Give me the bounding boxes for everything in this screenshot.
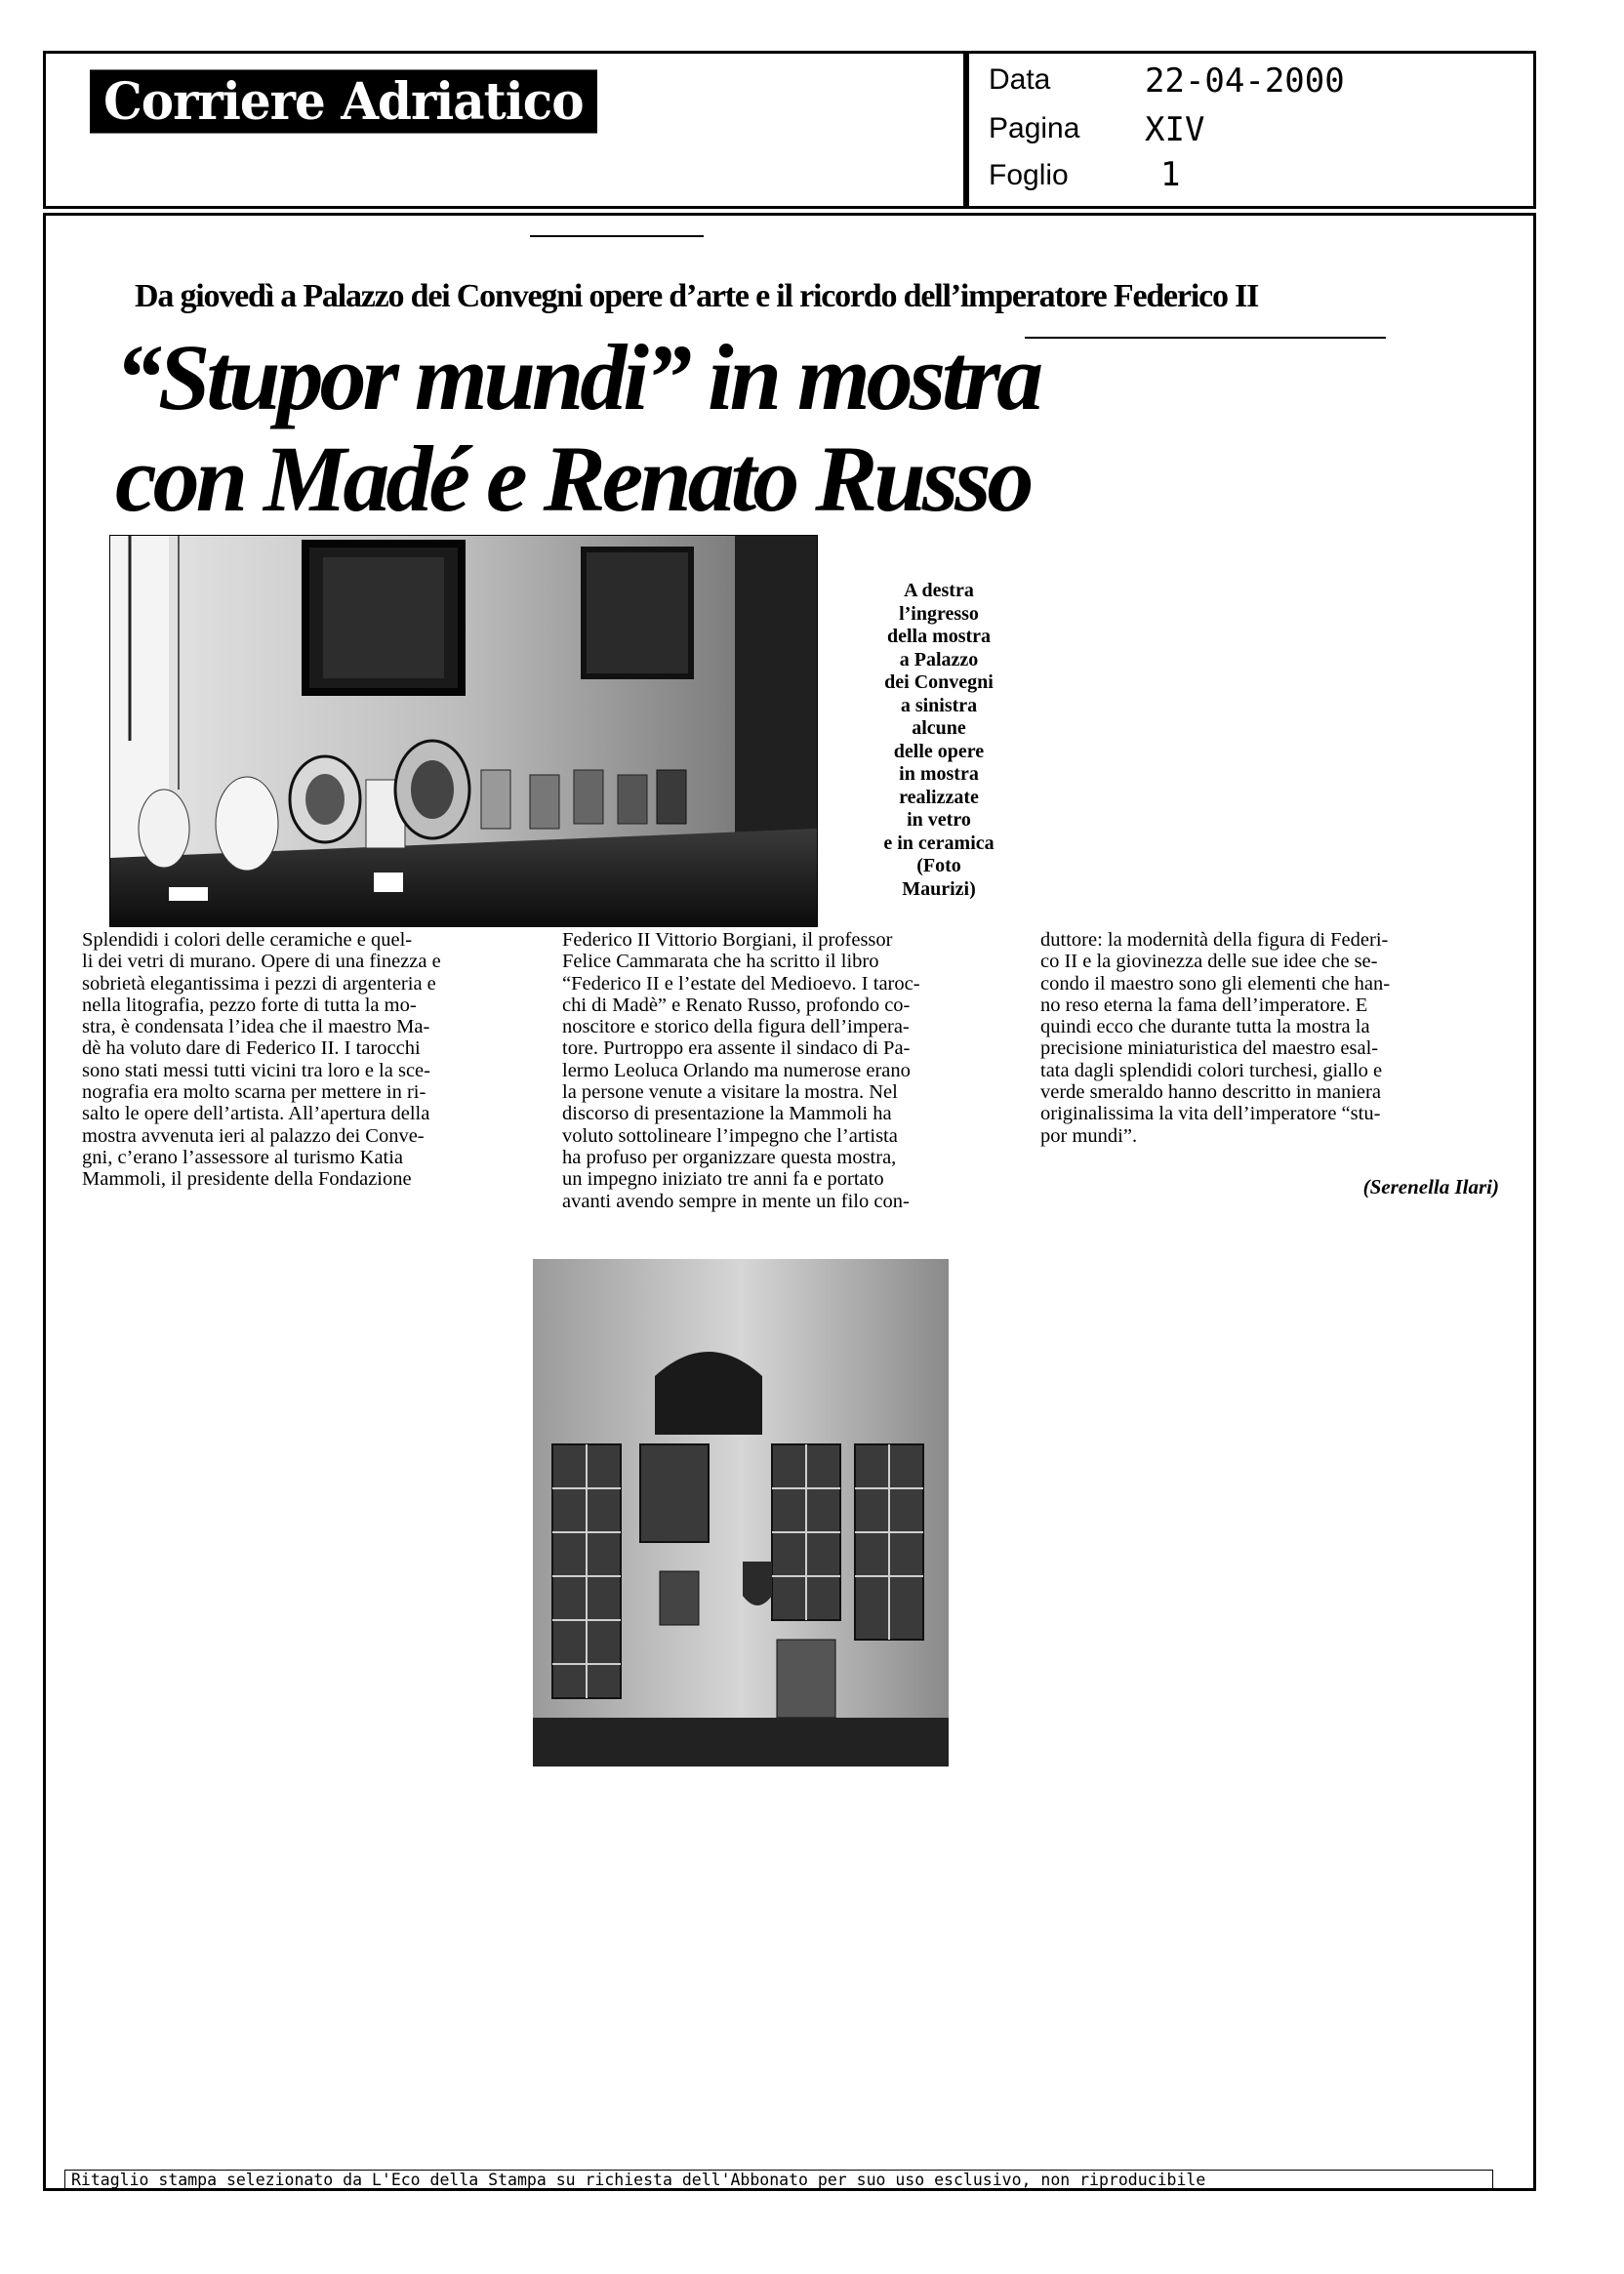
article-column-2 (562, 929, 1025, 1212)
meta-page-label: Pagina (989, 112, 1080, 144)
meta-page-value: XIV (1145, 110, 1205, 149)
column-3-line: originalissima la vita dell’imperatore “stu- (1040, 1103, 1381, 1125)
top-rule (530, 235, 704, 237)
column-2-line: lermo Leoluca Orlando ma numerose erano (562, 1059, 911, 1081)
exhibition-photo-ceramics (109, 535, 818, 927)
column-3-line: precisione miniaturistica del maestro esal- (1040, 1037, 1379, 1060)
masthead-box (43, 51, 966, 209)
caption-line: realizzate (899, 786, 979, 808)
column-2-line: chi di Madè” e Renato Russo, profondo co- (562, 994, 911, 1016)
exhibition-photo-entrance (533, 1259, 949, 1766)
caption-line: a sinistra (900, 694, 978, 716)
caption-line: in mostra (899, 763, 979, 785)
caption-line: l’ingresso (899, 602, 979, 625)
article-column-3 (1040, 929, 1499, 1147)
headline (115, 327, 1189, 530)
column-1-line: nella litografia, pezzo forte di tutta la mo- (82, 994, 417, 1016)
column-1-line: dè ha voluto dare di Federico II. I tarocchi (82, 1037, 421, 1060)
column-1-line: stra, è condensata l’idea che il maestro Ma- (82, 1016, 430, 1038)
caption-line: delle opere (893, 740, 985, 762)
kicker: Da giovedì a Palazzo dei Convegni opere d’arte e il ricordo dell’imperatore Federico II (135, 278, 1259, 314)
caption-line: dei Convegni (884, 671, 994, 693)
column-1-line: Mammoli, il presidente della Fondazione (82, 1168, 412, 1191)
column-1-line: sobrietà elegantissima i pezzi di argenteria e (82, 972, 436, 995)
caption-line: (Foto (916, 855, 961, 876)
column-1-line: Splendidi i colori delle ceramiche e quel- (82, 929, 413, 951)
caption-line: alcune (912, 717, 966, 739)
column-1-line: gni, c’erano l’assessore al turismo Katia (82, 1146, 404, 1168)
column-2-line: voluto sottolineare l’impegno che l’artista (562, 1124, 898, 1147)
caption-line: A destra (904, 580, 974, 601)
headline-line-1: “Stupor mundi” in mostra (115, 325, 1040, 429)
column-2-line: avanti avendo sempre in mente un filo con- (562, 1190, 910, 1212)
column-2-line: tore. Purtroppo era assente il sindaco di Pa- (562, 1037, 911, 1060)
meta-date-value: 22-04-2000 (1145, 61, 1345, 101)
meta-sheet-label: Foglio (989, 159, 1069, 191)
caption-line: Maurizi) (902, 877, 976, 900)
meta-date-label: Data (989, 63, 1051, 96)
column-2-line: ha profuso per organizzare questa mostra, (562, 1146, 897, 1168)
column-2-line: la persone venute a visitare la mostra. Nel (562, 1081, 898, 1104)
headline-line-2: con Madé e Renato Russo (115, 426, 1031, 531)
column-1-line: nografia era molto scarna per mettere in ri- (82, 1081, 426, 1104)
caption-line: in vetro (907, 809, 971, 831)
column-1-line: li dei vetri di murano. Opere di una finezza e (82, 951, 441, 973)
column-1-line: sono stati messi tutti vicini tra loro e la sce- (82, 1059, 430, 1081)
column-3-line: por mundi”. (1040, 1124, 1138, 1147)
article-column-1 (82, 929, 547, 1191)
caption-line: a Palazzo (899, 648, 979, 670)
column-2-line: un impegno iniziato tre anni fa e portato (562, 1168, 884, 1191)
column-2-line: discorso di presentazione la Mammoli ha (562, 1103, 892, 1125)
meta-sheet-value: 1 (1160, 155, 1181, 194)
column-3-line: no reso eterna la fama dell’imperatore. E (1040, 994, 1368, 1016)
photo-caption (841, 580, 1036, 901)
column-2-line: noscitore e storico della figura dell’impera- (562, 1016, 910, 1038)
caption-line: e in ceramica (883, 832, 995, 854)
column-2-line: “Federico II e l’estate del Medioevo. I taroc- (562, 972, 920, 995)
column-1-line: salto le opere dell’artista. All’apertura della (82, 1103, 430, 1125)
column-2-line: Felice Cammarata che ha scritto il libro (562, 951, 879, 973)
masthead: Corriere Adriatico (90, 69, 597, 133)
column-3-line: verde smeraldo hanno descritto in maniera (1040, 1081, 1381, 1104)
column-2-line: Federico II Vittorio Borgiani, il professor (562, 929, 893, 951)
column-3-line: tata dagli splendidi colori turchesi, giallo e (1040, 1059, 1383, 1081)
caption-line: della mostra (886, 626, 992, 647)
column-3-line: quindi ecco che durante tutta la mostra la (1040, 1016, 1370, 1038)
meta-box (966, 51, 1536, 209)
column-3-line: condo il maestro sono gli elementi che han- (1040, 972, 1391, 995)
clipping-footer: Ritaglio stampa selezionato da L'Eco della Stampa su richiesta dell'Abbonato per suo uso esclusivo, non riproducibile (64, 2170, 1493, 2191)
column-3-line: duttore: la modernità della figura di Federi- (1040, 929, 1389, 951)
column-1-line: mostra avvenuta ieri al palazzo dei Conve- (82, 1124, 425, 1147)
byline: (Serenella Ilari) (1362, 1175, 1499, 1198)
column-3-line: co II e la giovinezza delle sue idee che se- (1040, 951, 1378, 973)
